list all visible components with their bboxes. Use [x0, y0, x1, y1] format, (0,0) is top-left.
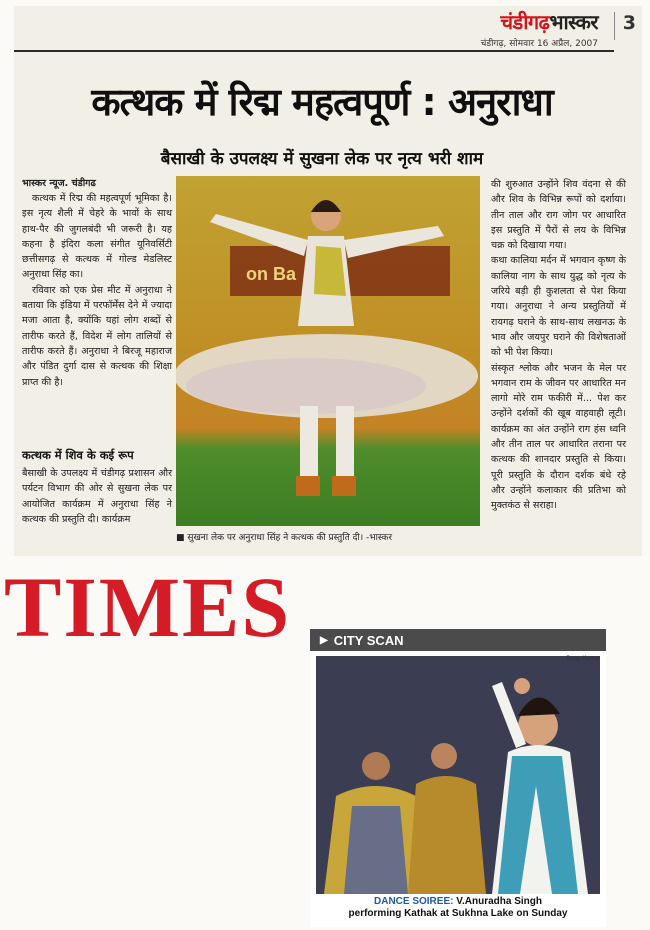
article-crosshead: कत्थक में शिव के कई रूप: [22, 448, 134, 462]
article-paragraph: रविवार को एक प्रेस मीट में अनुराधा ने बताया कि इंडिया में परफॉर्मेंस देने में ज्यादा मजा आता है, क्योंकि यहां लोग शब्दों से तारीफ करते हैं, विदेश में लोग तालियों से तारीफ करते हैं। अनुराधा ने बिरजू महाराज और पंडित दुर्गा दास से कत्थक की शिक्षा प्राप्त की है।: [22, 284, 172, 388]
dance-soiree-photo: [316, 656, 600, 894]
dancers-illustration: [316, 656, 600, 894]
article-paragraph: की शुरुआत उन्होंने शिव वंदना से की और शिव के विभिन्न रूपों को दर्शाया। तीन ताल और राग जोग पर आधारित इस प्रस्तुति में पैरों से लय के विभिन्न चक्र को दिखाया गया।: [491, 179, 626, 252]
article-right-column: [491, 177, 626, 514]
caption-line-2: performing Kathak at Sukhna Lake on Sunday: [348, 908, 568, 919]
page-number: 3: [614, 12, 636, 40]
article-paragraph: संस्कृत श्लोक और भजन के मेल पर भगवान राम के जीवन पर आधारित मन लागो मोरे राम फकीरी में... पेश कर उन्होंने दर्शकों की खूब वाहवाही लूटी। कार्यक्रम का अंत उन्होंने राग हंस ध्वनि और तीन ताल पर आधारित तराना पर कत्थक की शानदार प्रस्तुति से किया। पूरी प्रस्तुति के दौरान दर्शक बंधे रहे और उन्होंने कलाकार की प्रतिभा को मुक्तकंठ से सराहा।: [491, 362, 626, 512]
article-headline: कत्थक में रिद्म महत्वपूर्ण : अनुराधा: [91, 80, 553, 124]
photo-banner-text: on Ba: [246, 264, 297, 284]
section-title: CITY SCAN: [333, 632, 404, 648]
photo-credit: Deep Kumar: [566, 656, 600, 662]
article-paragraph: कत्थक में रिद्म की महत्वपूर्ण भूमिका है। इस नृत्य शैली में चेहरे के भावों के साथ हाथ-पैर की जुगलबंदी भी जरूरी है। यह कहना है इंदिरा कला संगीत यूनिवर्सिटी छत्तीसगढ़ से कत्थक में गोल्ड मेडलिस्ट अनुराधा सिंह का।: [22, 193, 172, 281]
article-subheadline: बैसाखी के उपलक्ष्य में सुखना लेक पर नृत्य भरी शाम: [160, 149, 484, 169]
times-photo-caption: [316, 896, 600, 920]
article-left-column: [22, 191, 172, 390]
article-paragraph: बैसाखी के उपलक्ष्य में चंडीगढ़ प्रशासन और पर्यटन विभाग की ओर से सुखना लेक पर आयोजित कार्यक्रम में अनुराधा सिंह ने कत्थक की प्रस्तुति दी। कार्यक्रम: [22, 468, 172, 525]
masthead-city: चंडीगढ़: [500, 10, 550, 34]
bhaskar-masthead: [500, 8, 598, 35]
article-paragraph: कथा कालिया मर्दन में भगवान कृष्ण के कालिया नाग के साथ युद्ध को नृत्य के जरिये बड़ी ही कुशलता से पेश किया गया। अनुराधा ने अन्य प्रस्तुतियों में रायगढ़ घराने के साथ-साथ लखनऊ के भाव और जयपुर घराने की विशेषताओं को भी पेश किया।: [491, 255, 626, 359]
photo-caption: ■ सुखना लेक पर अनुराधा सिंह ने कत्थक की प्रस्तुति दी। -भास्कर: [176, 533, 393, 543]
masthead-rule: [14, 50, 614, 52]
times-logo: TIMES: [4, 559, 292, 655]
article-byline: भास्कर न्यूज. चंडीगढ: [22, 178, 96, 189]
article-left-column-lower: [22, 466, 172, 527]
kathak-dancer-photo: [176, 176, 480, 526]
caption-kicker: DANCE SOIREE:: [374, 896, 454, 907]
caption-line-1: V.Anuradha Singh: [456, 896, 542, 907]
triangle-right-icon: ▶: [320, 634, 328, 646]
city-scan-section-bar: [310, 629, 606, 651]
masthead-name: भास्कर: [549, 10, 598, 34]
dancer-illustration: [176, 176, 480, 526]
masthead-dateline: चंडीगढ़, सोमवार 16 अप्रैल, 2007: [480, 39, 598, 49]
